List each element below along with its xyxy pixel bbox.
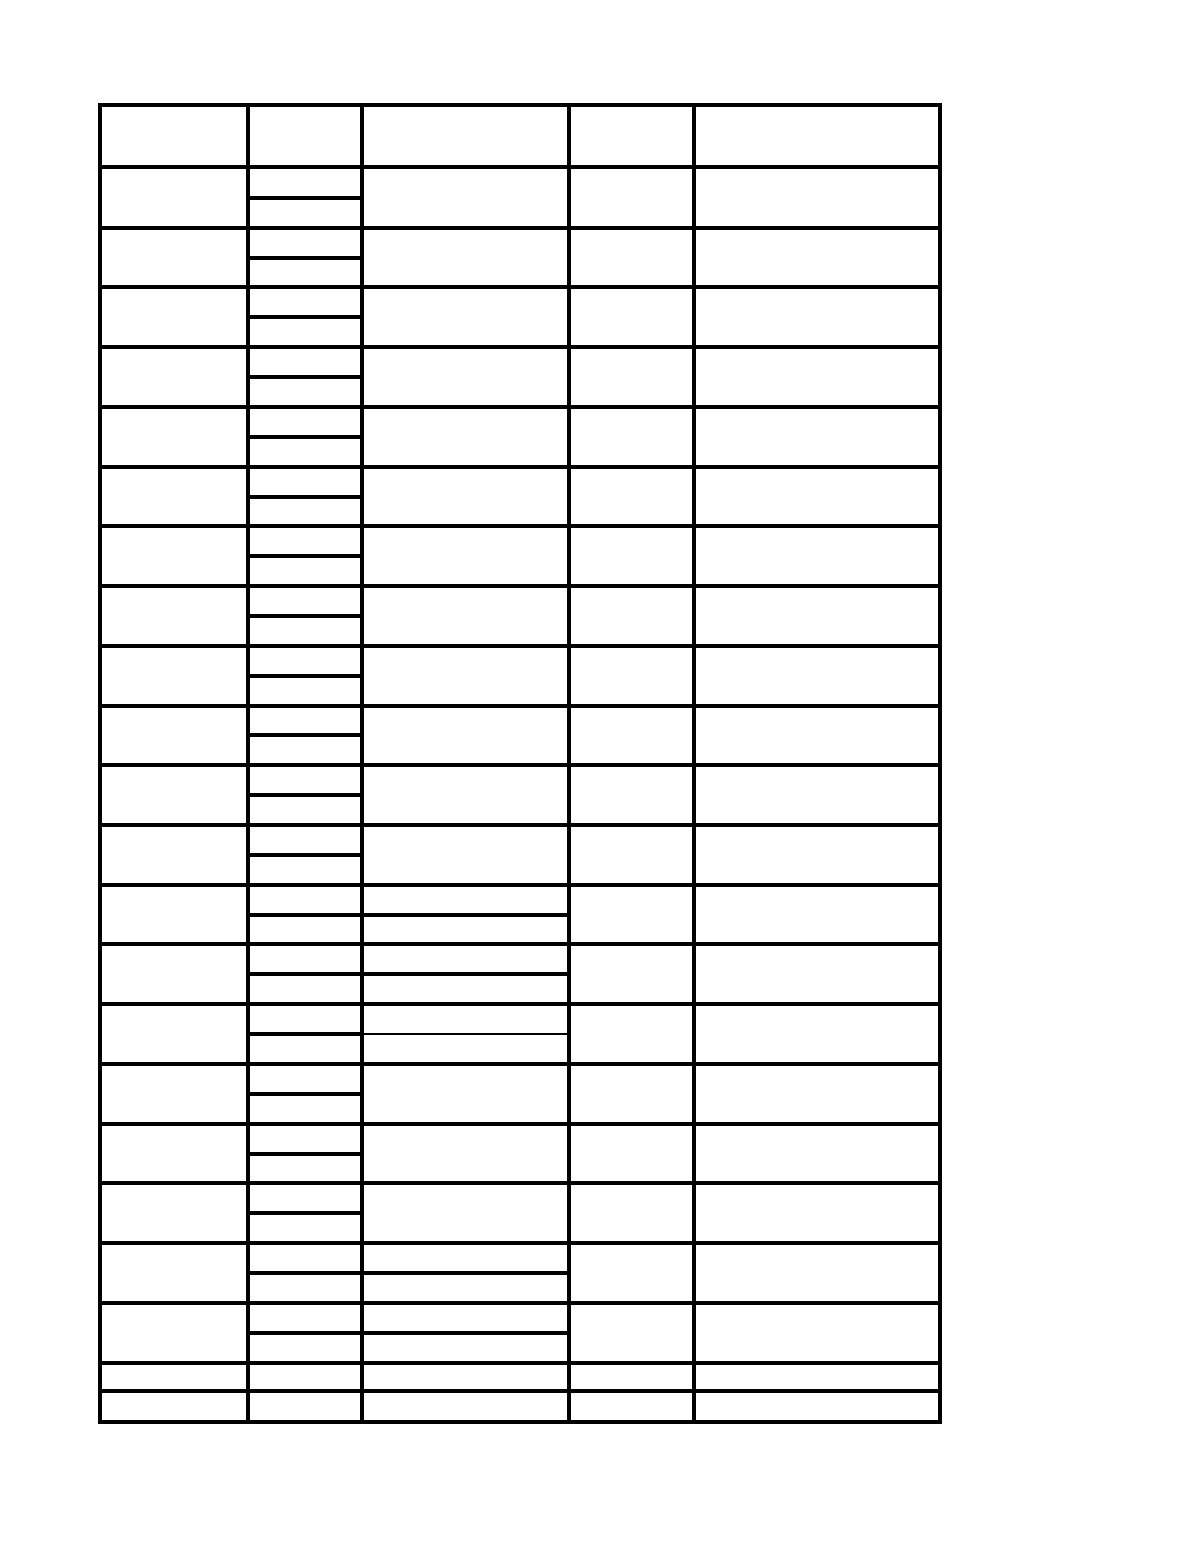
allele-cell bbox=[251, 409, 359, 436]
genotype-cell bbox=[697, 1186, 937, 1242]
formula-cell bbox=[572, 231, 691, 287]
frequency-cell bbox=[365, 1305, 566, 1332]
cell-border bbox=[98, 1361, 942, 1365]
frequency-cell bbox=[365, 230, 566, 257]
cell-border bbox=[248, 196, 362, 200]
frequency-cell bbox=[365, 917, 566, 944]
formula-cell bbox=[572, 470, 691, 526]
cell-border bbox=[248, 495, 362, 499]
frequency-cell bbox=[365, 1275, 566, 1302]
frequency-cell bbox=[365, 1245, 566, 1272]
locus-cell bbox=[103, 529, 245, 585]
genotype-cell bbox=[697, 1127, 937, 1183]
cell-border bbox=[98, 644, 942, 648]
frequency-cell bbox=[365, 1185, 566, 1212]
frequency-cell bbox=[365, 857, 566, 884]
locus-cell bbox=[103, 1186, 245, 1242]
allele-cell bbox=[251, 827, 359, 854]
cell-border bbox=[248, 1092, 362, 1096]
formula-cell bbox=[572, 410, 691, 466]
frequency-cell bbox=[365, 170, 566, 197]
frequency-cell bbox=[365, 200, 566, 227]
allele-cell bbox=[251, 1335, 359, 1362]
cell-border bbox=[98, 883, 942, 887]
cell-border bbox=[98, 584, 942, 588]
allele-cell bbox=[251, 1006, 359, 1033]
locus-cell bbox=[103, 470, 245, 526]
frequency-cell bbox=[365, 528, 566, 555]
cell-border bbox=[248, 793, 362, 797]
cell-border bbox=[98, 1002, 942, 1006]
allele-cell bbox=[251, 558, 359, 585]
allele-cell bbox=[251, 648, 359, 675]
locus-cell bbox=[103, 1127, 245, 1183]
formula-cell bbox=[572, 350, 691, 406]
genotype-cell bbox=[697, 768, 937, 824]
allele-cell bbox=[251, 1215, 359, 1242]
cell-border bbox=[98, 704, 942, 708]
genotype-cell bbox=[697, 470, 937, 526]
locus-cell bbox=[103, 888, 245, 944]
locus-cell bbox=[103, 589, 245, 645]
allele-cell bbox=[251, 289, 359, 316]
allele-cell bbox=[251, 349, 359, 376]
formula-cell bbox=[572, 1246, 691, 1302]
frequency-cell bbox=[365, 439, 566, 466]
cell-border bbox=[567, 103, 571, 1424]
allele-cell bbox=[251, 797, 359, 824]
formula-cell bbox=[572, 709, 691, 765]
locus-cell bbox=[103, 350, 245, 406]
cell-border bbox=[98, 1241, 942, 1245]
locus-cell bbox=[103, 1246, 245, 1302]
formula-cell bbox=[572, 768, 691, 824]
genotype-cell bbox=[697, 709, 937, 765]
cell-border bbox=[98, 1062, 942, 1066]
frequency-cell bbox=[365, 409, 566, 436]
cell-border bbox=[248, 1032, 362, 1036]
locus-cell bbox=[103, 290, 245, 346]
formula-cell bbox=[572, 1186, 691, 1242]
allele-cell bbox=[251, 379, 359, 406]
cell-border bbox=[98, 165, 942, 169]
allele-cell bbox=[251, 976, 359, 1003]
allele-cell bbox=[251, 1245, 359, 1272]
allele-cell bbox=[251, 767, 359, 794]
cell-border bbox=[248, 1211, 362, 1215]
frequency-cell bbox=[365, 1036, 566, 1063]
frequency-cell bbox=[365, 827, 566, 854]
allele-cell bbox=[251, 1156, 359, 1183]
frequency-cell bbox=[365, 1215, 566, 1242]
genotype-cell bbox=[697, 1246, 937, 1302]
cell-border bbox=[98, 1420, 942, 1424]
frequency-cell bbox=[365, 1126, 566, 1153]
formula-cell bbox=[572, 1067, 691, 1123]
formula-cell bbox=[572, 290, 691, 346]
cell-border bbox=[98, 1301, 942, 1305]
locus-cell bbox=[103, 171, 245, 227]
frequency-cell bbox=[365, 1096, 566, 1123]
frequency-cell bbox=[365, 946, 566, 973]
allele-cell bbox=[251, 1275, 359, 1302]
formula-cell bbox=[572, 947, 691, 1003]
cell-border bbox=[98, 1389, 942, 1393]
allele-cell bbox=[251, 319, 359, 346]
cell-border bbox=[248, 733, 362, 737]
frequency-cell bbox=[365, 260, 566, 287]
genotype-cell bbox=[697, 888, 937, 944]
rmp-value bbox=[696, 1392, 938, 1422]
header-formula bbox=[572, 108, 691, 165]
cell-border bbox=[248, 554, 362, 558]
allele-cell bbox=[251, 200, 359, 227]
header-frequency bbox=[365, 108, 566, 165]
frequency-cell bbox=[365, 1066, 566, 1093]
formula-cell bbox=[572, 589, 691, 645]
allele-cell bbox=[251, 439, 359, 466]
cell-border bbox=[98, 226, 942, 230]
frequency-cell bbox=[365, 499, 566, 526]
frequency-cell bbox=[365, 678, 566, 705]
cell-border bbox=[248, 972, 362, 976]
allele-cell bbox=[251, 678, 359, 705]
formula-cell bbox=[572, 1007, 691, 1063]
genotype-cell bbox=[697, 529, 937, 585]
allele-cell bbox=[251, 469, 359, 496]
cell-border bbox=[248, 256, 362, 260]
locus-cell bbox=[103, 1007, 245, 1063]
frequency-cell bbox=[365, 1156, 566, 1183]
locus-cell bbox=[103, 410, 245, 466]
cell-border bbox=[938, 103, 942, 1424]
cell-border bbox=[362, 1331, 569, 1335]
allele-cell bbox=[251, 528, 359, 555]
cell-border bbox=[98, 405, 942, 409]
cell-border bbox=[692, 103, 696, 1424]
cell-border bbox=[248, 913, 362, 917]
allele-cell bbox=[251, 1185, 359, 1212]
cell-border bbox=[246, 103, 250, 1424]
allele-cell bbox=[251, 1305, 359, 1332]
cell-border bbox=[248, 853, 362, 857]
frequency-cell bbox=[365, 887, 566, 914]
frequency-cell bbox=[365, 349, 566, 376]
frequency-cell bbox=[365, 319, 566, 346]
formula-cell bbox=[572, 649, 691, 705]
frequency-cell bbox=[365, 618, 566, 645]
frequency-cell bbox=[365, 1006, 566, 1033]
allele-cell bbox=[251, 230, 359, 257]
formula-cell bbox=[572, 828, 691, 884]
genotype-cell bbox=[697, 828, 937, 884]
allele-cell bbox=[251, 1036, 359, 1063]
rmp-label bbox=[571, 1392, 692, 1422]
genotype-cell bbox=[697, 649, 937, 705]
frequency-cell bbox=[365, 1335, 566, 1362]
cell-border bbox=[98, 524, 942, 528]
header-locus bbox=[103, 108, 245, 165]
frequency-cell bbox=[365, 976, 566, 1003]
frequency-cell bbox=[365, 289, 566, 316]
cell-border bbox=[98, 763, 942, 767]
genotype-cell bbox=[697, 231, 937, 287]
allele-cell bbox=[251, 946, 359, 973]
cell-border bbox=[248, 1271, 362, 1275]
allele-cell bbox=[251, 737, 359, 764]
cell-border bbox=[362, 972, 569, 976]
cell-border bbox=[98, 285, 942, 289]
frequency-cell bbox=[365, 558, 566, 585]
allele-cell bbox=[251, 708, 359, 735]
allele-cell bbox=[251, 887, 359, 914]
allele-cell bbox=[251, 499, 359, 526]
frequency-cell bbox=[365, 797, 566, 824]
cell-border bbox=[248, 614, 362, 618]
frequency-cell bbox=[365, 588, 566, 615]
formula-cell bbox=[572, 529, 691, 585]
frequency-cell bbox=[365, 648, 566, 675]
locus-cell bbox=[103, 231, 245, 287]
cell-border bbox=[248, 375, 362, 379]
allele-cell bbox=[251, 1066, 359, 1093]
frequency-cell bbox=[365, 737, 566, 764]
cell-border bbox=[248, 435, 362, 439]
cell-border bbox=[248, 315, 362, 319]
locus-cell bbox=[103, 828, 245, 884]
frequency-cell bbox=[365, 708, 566, 735]
locus-cell bbox=[103, 1306, 245, 1362]
cell-border bbox=[362, 1033, 569, 1035]
cell-border bbox=[248, 1331, 362, 1335]
cell-border bbox=[98, 103, 942, 107]
allele-cell bbox=[251, 618, 359, 645]
frequency-cell bbox=[365, 469, 566, 496]
genotype-cell bbox=[697, 947, 937, 1003]
genotype-cell bbox=[697, 410, 937, 466]
genotype-cell bbox=[697, 1067, 937, 1123]
cell-border bbox=[362, 1271, 569, 1275]
cell-border bbox=[98, 823, 942, 827]
cell-border bbox=[98, 345, 942, 349]
allele-cell bbox=[251, 1126, 359, 1153]
cell-border bbox=[98, 1122, 942, 1126]
cell-border bbox=[248, 674, 362, 678]
locus-cell bbox=[103, 947, 245, 1003]
allele-cell bbox=[251, 588, 359, 615]
allele-cell bbox=[251, 917, 359, 944]
locus-cell bbox=[103, 649, 245, 705]
cell-border bbox=[98, 1181, 942, 1185]
header-alleles bbox=[251, 108, 359, 165]
locus-cell bbox=[103, 1067, 245, 1123]
cell-border bbox=[98, 942, 942, 946]
genotype-cell bbox=[697, 171, 937, 227]
locus-cell bbox=[103, 768, 245, 824]
genotype-cell bbox=[697, 1007, 937, 1063]
allele-cell bbox=[251, 260, 359, 287]
frequency-cell bbox=[365, 379, 566, 406]
cell-border bbox=[98, 465, 942, 469]
frequency-cell bbox=[365, 767, 566, 794]
header-genotype bbox=[697, 108, 937, 165]
cell-border bbox=[360, 103, 364, 1424]
allele-cell bbox=[251, 1096, 359, 1123]
cell-border bbox=[362, 913, 569, 917]
allele-cell bbox=[251, 857, 359, 884]
formula-cell bbox=[572, 888, 691, 944]
formula-cell bbox=[572, 171, 691, 227]
genotype-cell bbox=[697, 350, 937, 406]
genotype-cell bbox=[697, 589, 937, 645]
locus-cell bbox=[103, 709, 245, 765]
genotype-cell bbox=[697, 1306, 937, 1362]
allele-cell bbox=[251, 170, 359, 197]
genotype-cell bbox=[697, 290, 937, 346]
cell-border bbox=[248, 1152, 362, 1156]
cell-border bbox=[98, 103, 102, 1424]
formula-cell bbox=[572, 1306, 691, 1362]
formula-cell bbox=[572, 1127, 691, 1183]
